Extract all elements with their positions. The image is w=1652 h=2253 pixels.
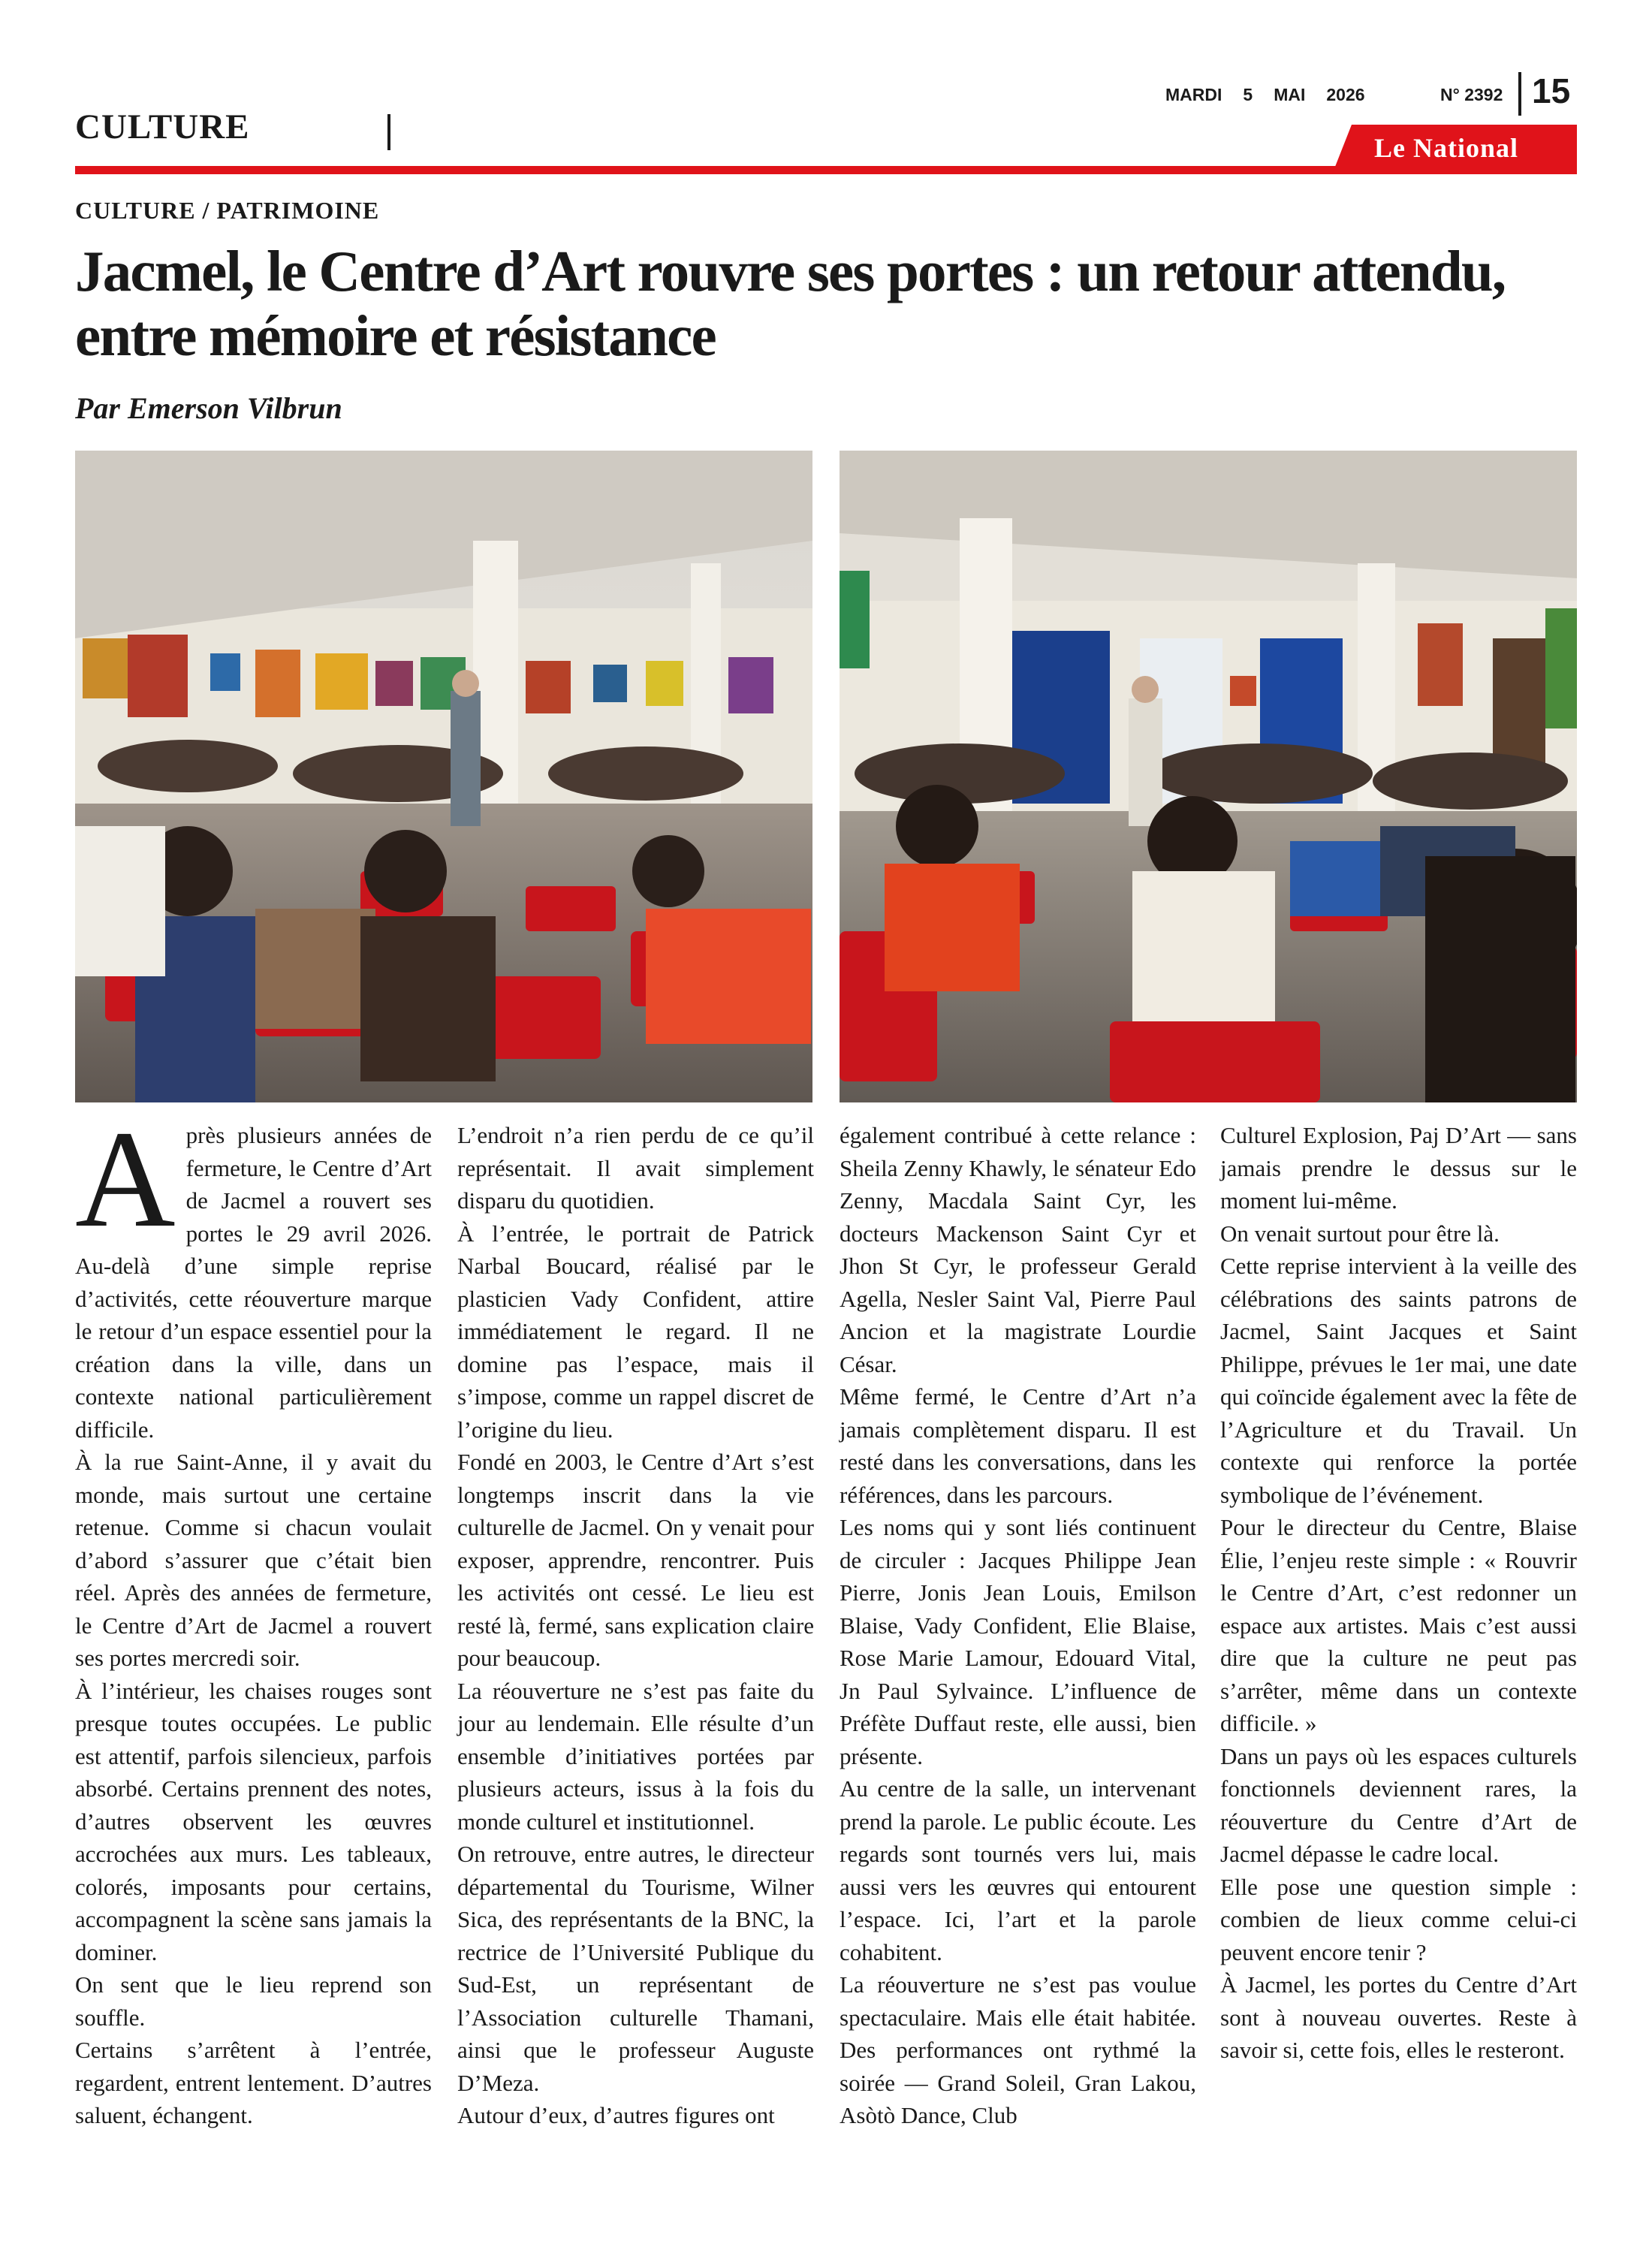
article-paragraph: Cette reprise intervient à la veille des célébrations des saints patrons de Jacmel, Saint Jacques et Saint Philippe, prévues le 1er mai, une date qui coïncide également avec la fête de l’Agriculture et du Travail. Un contexte qui renforce la portée symbolique de l’événement.	[1220, 1253, 1577, 1508]
article-paragraph: La réouverture ne s’est pas faite du jour au lendemain. Elle résulte d’un ensemble d’initiatives portées par plusieurs acteurs, issus à la fois du monde culturel et institutionnel.	[457, 1677, 814, 1835]
article-paragraph: L’endroit n’a rien perdu de ce qu’il représentait. Il avait simplement disparu du quotidien.	[457, 1122, 814, 1214]
page-number: 15	[1532, 71, 1571, 110]
section-label: CULTURE	[75, 107, 250, 146]
article-headline: Jacmel, le Centre d’Art rouvre ses portes : un retour attendu, entre mémoire et résistance	[75, 239, 1506, 368]
article-column-4	[1220, 1119, 1577, 2067]
date-number: 5	[1243, 85, 1253, 104]
article-column-2	[457, 1119, 814, 2132]
section-divider	[387, 114, 390, 150]
article-paragraph: également contribué à cette relance : Sheila Zenny Khawly, le sénateur Edo Zenny, Macdala Saint Cyr, les docteurs Mackenson Saint Cyr et Jhon St Cyr, le professeur Gerald Agella, Nesler Saint Val, Pierre Paul Ancion et la magistrate Lourdie César.	[840, 1122, 1196, 1377]
issue-date	[1165, 85, 1365, 105]
article-body	[75, 1102, 1577, 2163]
article-paragraph: Certains s’arrêtent à l’entrée, regardent, entrent lentement. D’autres saluent, échangent.	[75, 2037, 432, 2128]
article-paragraph: Culturel Explosion, Paj D’Art — sans jamais prendre le dessus sur le moment lui-même.	[1220, 1122, 1577, 1214]
article-paragraph: On retrouve, entre autres, le directeur départemental du Tourisme, Wilner Sica, des représentants de la BNC, la rectrice de l’Université Publique du Sud-Est, un représentant de l’Association culturelle Thamani, ainsi que le professeur Auguste D’Meza.	[457, 1841, 814, 2096]
event-photo-right	[840, 451, 1577, 1102]
date-day: MARDI	[1165, 85, 1222, 104]
article-column-1	[75, 1102, 432, 2132]
article-paragraph: Dans un pays où les espaces culturels fonctionnels deviennent rares, la réouverture du Centre d’Art de Jacmel dépasse le cadre local.	[1220, 1742, 1577, 1867]
date-month: MAI	[1274, 85, 1306, 104]
article-paragraph: On venait surtout pour être là.	[1220, 1220, 1500, 1247]
date-year: 2026	[1326, 85, 1365, 104]
article-paragraph: À Jacmel, les portes du Centre d’Art sont à nouveau ouvertes. Reste à savoir si, cette fois, elles le resteront.	[1220, 1971, 1577, 2063]
article-paragraph: Fondé en 2003, le Centre d’Art s’est longtemps inscrit dans la vie culturelle de Jacmel. On y venait pour exposer, apprendre, rencontrer. Puis les activités ont cessé. Le lieu est resté là, fermé, sans explication claire pour beaucoup.	[457, 1449, 814, 1671]
page-number-divider	[1518, 72, 1521, 116]
article-paragraph: À la rue Saint-Anne, il y avait du monde, mais surtout une certaine retenue. Comme si chacun voulait d’abord s’assurer que c’était bien réel. Après des années de fermeture, le Centre d’Art de Jacmel a rouvert ses portes mercredi soir.	[75, 1449, 432, 1671]
article-byline: Par Emerson Vilbrun	[75, 391, 342, 425]
article-paragraph: Les noms qui y sont liés continuent de circuler : Jacques Philippe Jean Pierre, Jonis Jean Louis, Emilson Blaise, Vady Confident, Elie Blaise, Rose Marie Lamour, Edouard Vital, Jn Paul Sylvaince. L’influence de Préfète Duffaut reste, elle aussi, bien présente.	[840, 1514, 1196, 1769]
newspaper-logo: Le National	[1374, 133, 1519, 163]
event-photo-left	[75, 451, 812, 1102]
article-kicker: CULTURE / PATRIMOINE	[75, 197, 380, 224]
article-paragraph: Pour le directeur du Centre, Blaise Élie, l’enjeu reste simple : « Rouvrir le Centre d’Art, c’est redonner un espace aux artistes. Mais c’est aussi dire que la culture ne peut pas s’arrêter, même dans un contexte difficile. »	[1220, 1514, 1577, 1736]
article-paragraph: À l’entrée, le portrait de Patrick Narbal Boucard, réalisé par le plasticien Vady Confident, attire immédiatement le regard. Il ne domine pas l’espace, mais il s’impose, comme un rappel discret de l’origine du lieu.	[457, 1220, 814, 1443]
article-paragraph: Après plusieurs années de fermeture, le Centre d’Art de Jacmel a rouvert ses portes le 29 avril 2026. Au-delà d’une simple reprise d’activités, cette réouverture marque le retour d’un espace essentiel pour la création dans la ville, dans un contexte national particulièrement difficile.	[75, 1102, 432, 1443]
article-paragraph: À l’intérieur, les chaises rouges sont presque toutes occupées. Le public est attentif, parfois silencieux, parfois absorbé. Certains prennent des notes, d’autres observent les œuvres accrochées aux murs. Les tableaux, colorés, imposants pour certains, accompagnent la scène sans jamais la dominer.	[75, 1677, 432, 1965]
drop-cap: A	[75, 1102, 176, 1256]
article-paragraph: Elle pose une question simple : combien de lieux comme celui-ci peuvent encore tenir ?	[1220, 1873, 1577, 1965]
article-paragraph: On sent que le lieu reprend son souffle.	[75, 1971, 432, 2031]
article-paragraph: Autour d’eux, d’autres figures ont	[457, 2102, 775, 2128]
issue-number: N° 2392	[1440, 85, 1503, 104]
article-column-3	[840, 1119, 1196, 2132]
article-paragraph: Au centre de la salle, un intervenant prend la parole. Le public écoute. Les regards sont tournés vers lui, mais aussi vers les œuvres qui entourent l’espace. Ici, l’art et la parole cohabitent.	[840, 1775, 1196, 1965]
article-paragraph: La réouverture ne s’est pas voulue spectaculaire. Mais elle était habitée. Des performances ont rythmé la soirée — Grand Soleil, Gran Lakou, Asòtò Dance, Club	[840, 1971, 1196, 2128]
article-paragraph: Même fermé, le Centre d’Art n’a jamais complètement disparu. Il est resté dans les conversations, dans les références, dans les parcours.	[840, 1383, 1196, 1508]
